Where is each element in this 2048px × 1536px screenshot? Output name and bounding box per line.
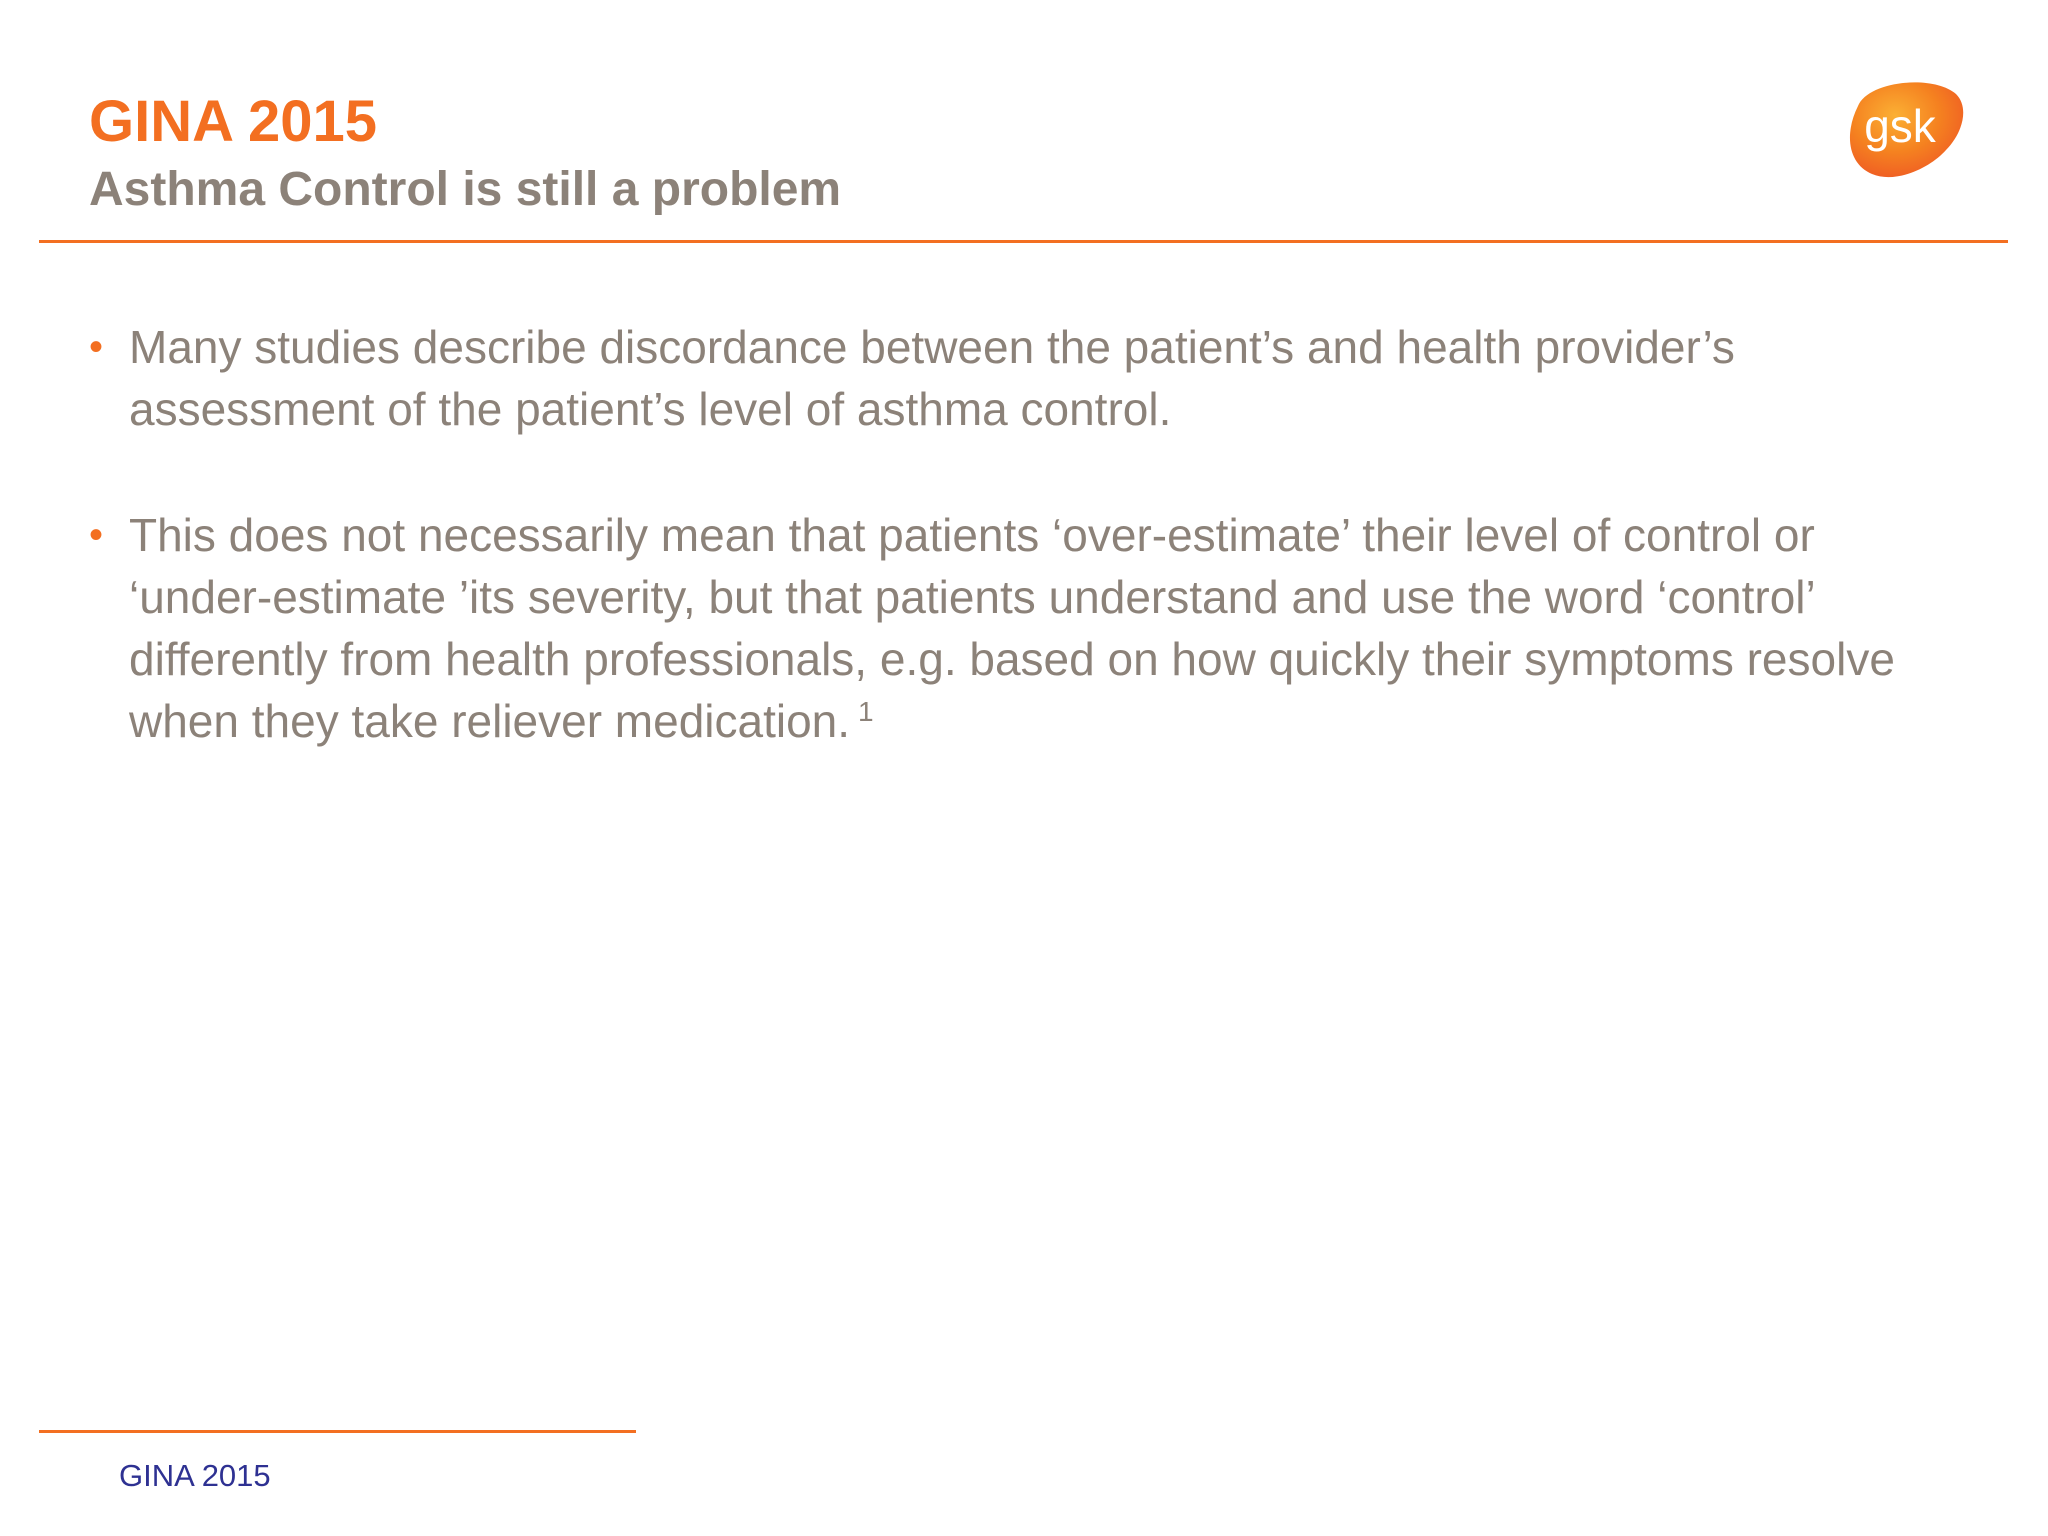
header-divider [39,240,2008,243]
bullet-item [89,316,1969,440]
footer-text: GINA 2015 [119,1458,271,1493]
bullet-item [89,504,1969,752]
bullet-list [89,316,1969,816]
slide-title: GINA 2015 [89,89,377,154]
gsk-logo [1838,76,1968,186]
bullet-text: This does not necessarily mean that patients ‘over-estimate’ their level of control or ‘under-estimate ’its severity, but that patients understand and use the word ‘control’ differently from health professionals, e.g. based on how quickly their symptoms resolve when they take reliever medication. [129,509,1895,747]
bullet-dot-icon: • [89,325,104,369]
slide-subtitle: Asthma Control is still a problem [89,163,842,216]
footer-divider [39,1430,636,1433]
bullet-text: Many studies describe discordance between the patient’s and health provider’s assessment of the patient’s level of asthma control. [129,321,1735,435]
footnote-ref: 1 [858,695,874,727]
bullet-dot-icon: • [89,513,104,557]
logo-text: gsk [1864,100,1936,152]
